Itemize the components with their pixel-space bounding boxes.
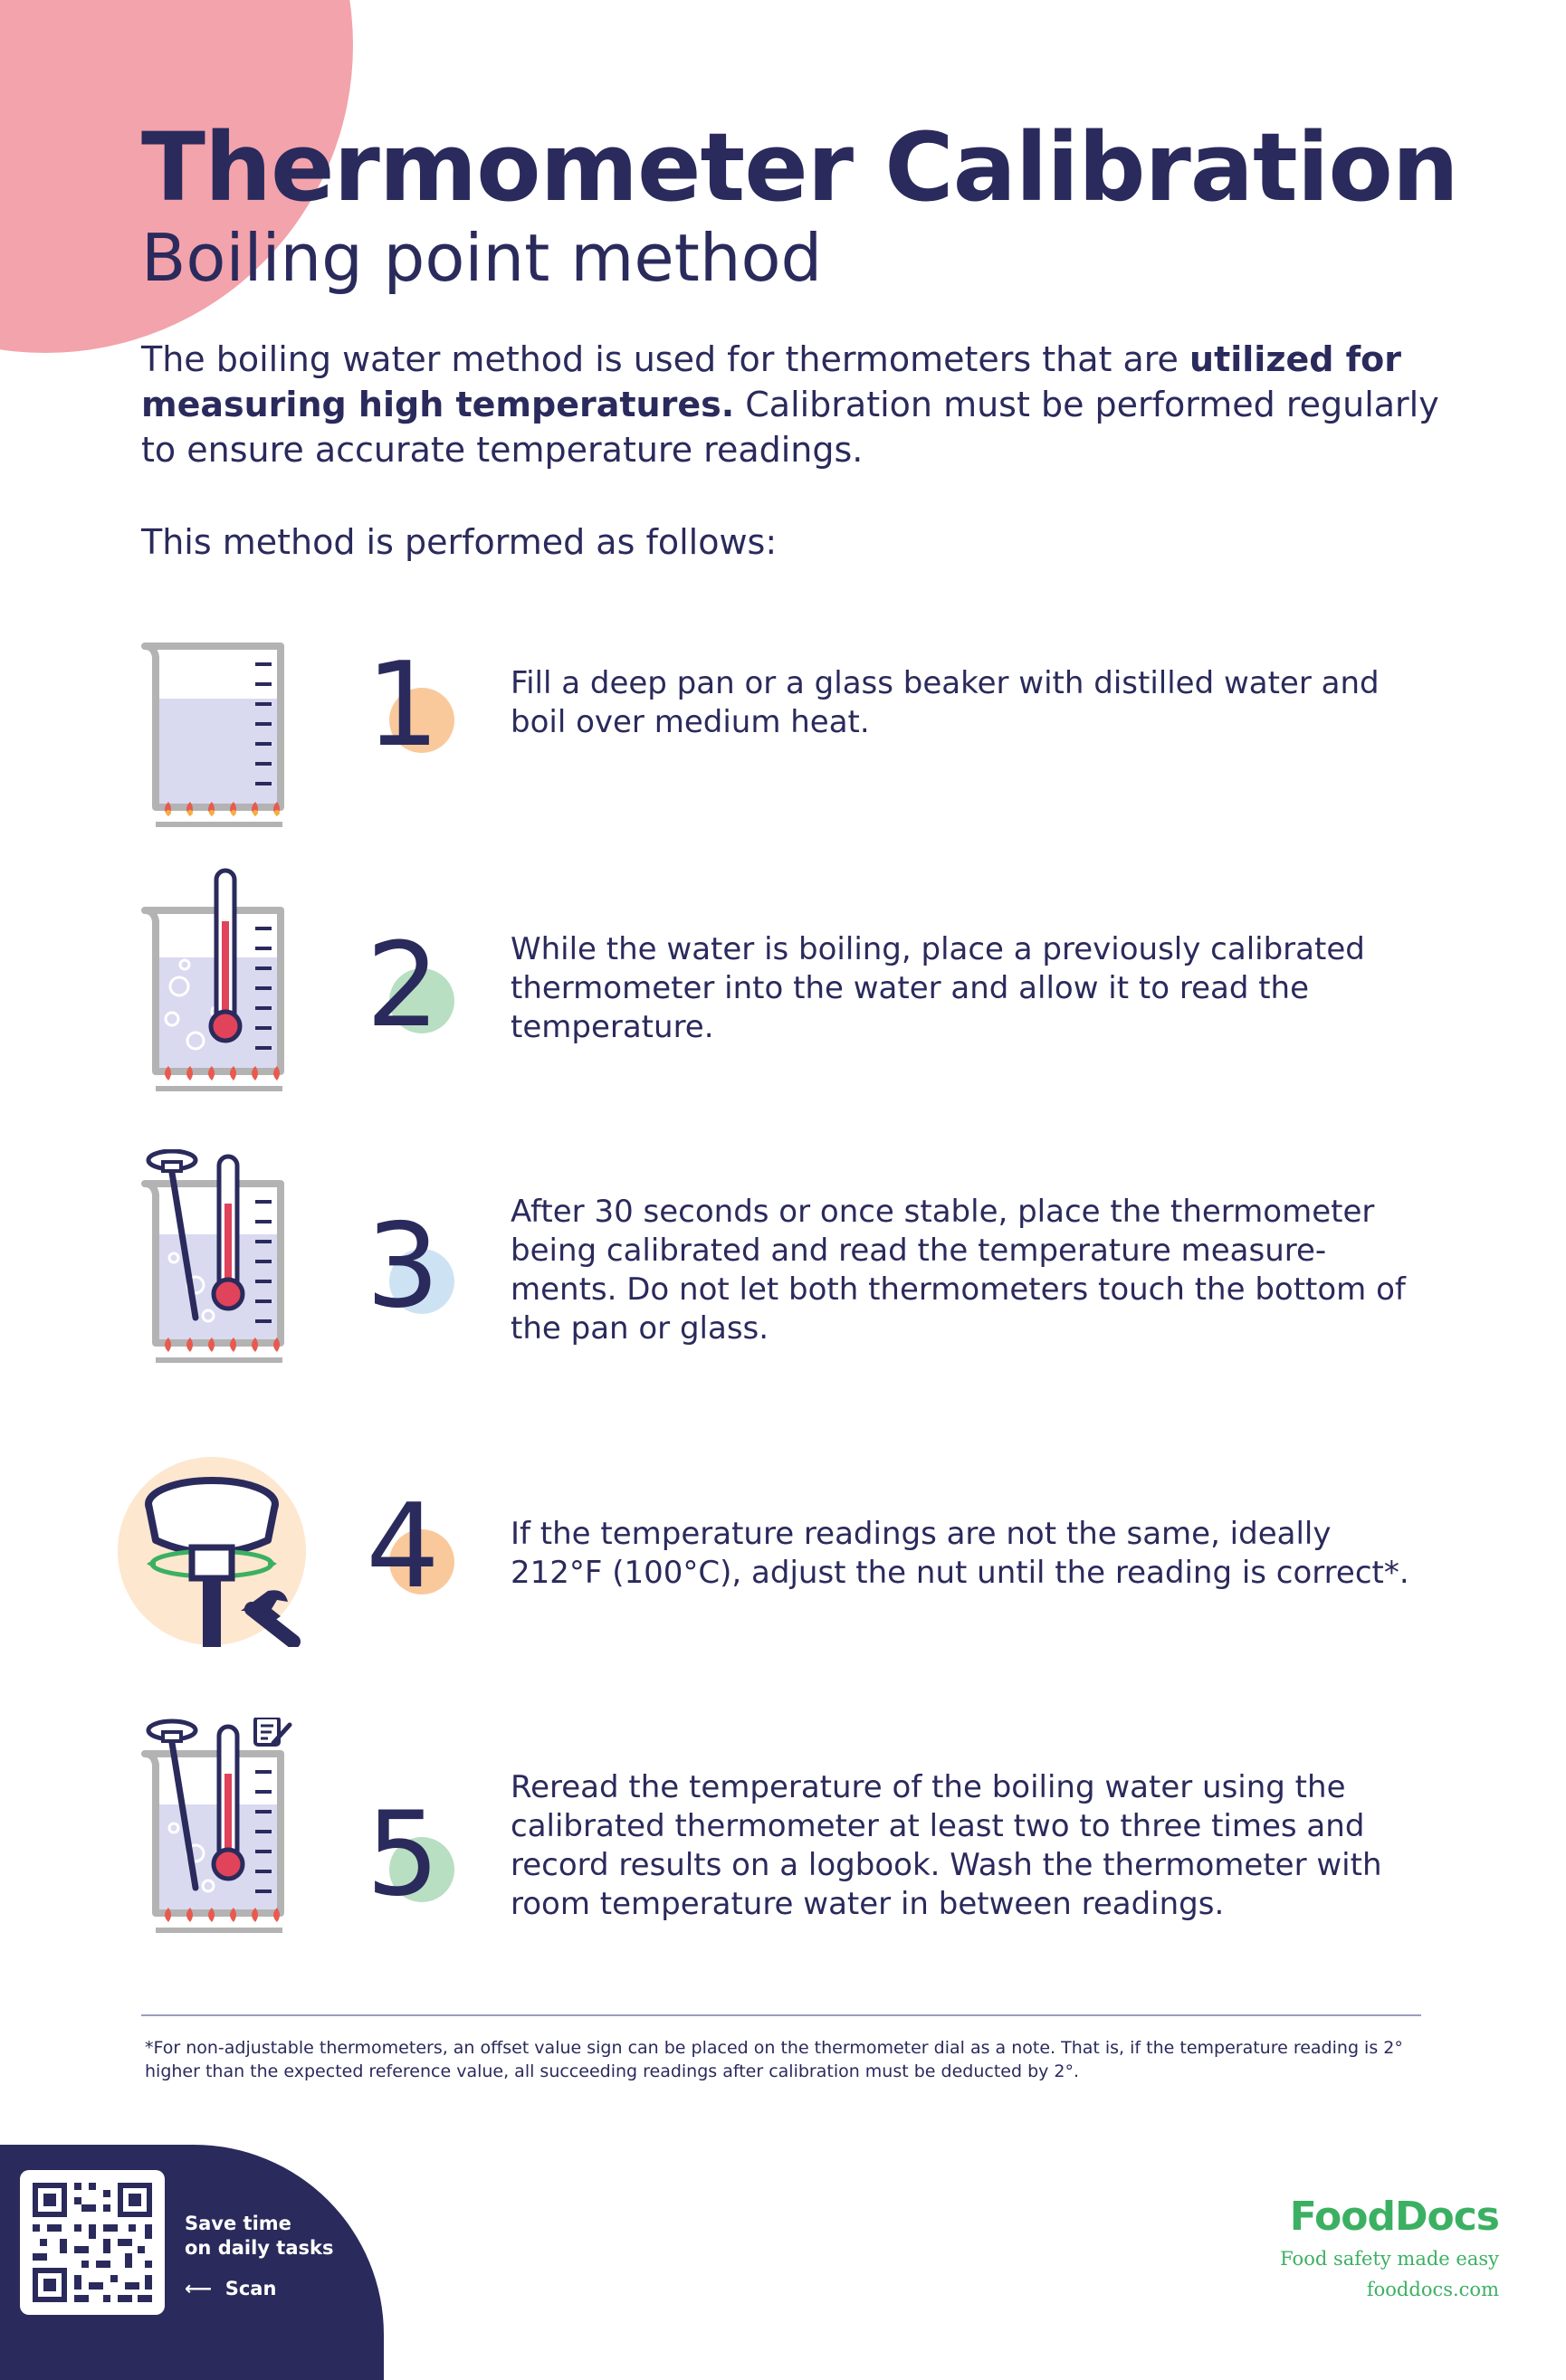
step-2-digit: 2 [366, 919, 440, 1053]
step-4 [0, 1457, 1566, 1656]
step-1-digit: 1 [366, 638, 440, 773]
beaker-on-burner-icon [109, 621, 308, 842]
qr-caption-line-1: Save time [185, 2213, 291, 2234]
intro-paragraph [141, 337, 1445, 472]
qr-scan-label [185, 2277, 276, 2301]
step-5-number [353, 1783, 480, 1928]
step-3-digit: 3 [366, 1199, 440, 1334]
beaker-with-reference-thermometer-icon [109, 860, 308, 1108]
step-3-number [353, 1195, 480, 1339]
qr-caption [185, 2212, 357, 2261]
step-4-digit: 4 [366, 1480, 440, 1614]
footnote-divider [141, 2014, 1421, 2016]
step-5 [0, 1710, 1566, 1964]
step-2-text: While the water is boiling, place a previously calibrated thermometer into the water and allow it to read the temperature. [511, 931, 1365, 1045]
dial-nut-wrench-icon [116, 1457, 324, 1651]
step-2 [0, 860, 1566, 1122]
step-4-number [353, 1475, 480, 1620]
footnote: *For non-adjustable thermometers, an offset value sign can be placed on the thermometer dial as a note. That is, if the temperature reading is 2° higher than the expected reference value, all succeeding readings after calibration must be deducted by 2°. [145, 2038, 1403, 2081]
step-4-text: If the temperature readings are not the same, ideally 212°F (100°C), adjust the nut until the reading is correct*. [511, 1516, 1409, 1591]
intro-text-2: Calibration must be performed regularly to ensure accurate temperature readings. [141, 385, 1439, 470]
arrow-left-icon: ⟵ [185, 2278, 213, 2299]
step-1 [0, 597, 1566, 833]
step-3 [0, 1149, 1566, 1394]
scan-text: Scan [224, 2278, 277, 2299]
step-5-digit: 5 [366, 1787, 440, 1922]
brand-tagline: Food safety made easy [1280, 2248, 1499, 2270]
intro-text-bold: utilized for measuring high temperatures. [141, 339, 1402, 424]
step-3-text: After 30 seconds or once stable, place the thermometer being calibrated and read the temperature measure-ments. Do not let both thermometers touch the bottom of the pan or glass. [511, 1194, 1406, 1347]
qr-caption-line-2: on daily tasks [185, 2237, 334, 2259]
qr-code-icon[interactable] [20, 2170, 165, 2315]
brand-url-link[interactable]: fooddocs.com [1366, 2279, 1499, 2300]
step-1-number [353, 633, 480, 778]
page-subtitle: Boiling point method [141, 220, 823, 296]
step-2-number [353, 914, 480, 1059]
fooddocs-logo: FoodDocs [1289, 2194, 1499, 2240]
beaker-thermometers-logbook-icon [109, 1718, 308, 1966]
page-title: Thermometer Calibration [141, 112, 1458, 223]
step-1-text: Fill a deep pan or a glass beaker with distilled water and boil over medium heat. [511, 665, 1380, 740]
intro-text-1: The boiling water method is used for thermometers that are [141, 339, 1190, 379]
method-lead: This method is performed as follows: [141, 522, 778, 562]
beaker-with-two-thermometers-icon [109, 1149, 308, 1397]
step-5-text: Reread the temperature of the boiling water using the calibrated thermometer at least two to three times and record results on a logbook. Wash the thermometer with room temperature water in between readings. [511, 1769, 1382, 1922]
